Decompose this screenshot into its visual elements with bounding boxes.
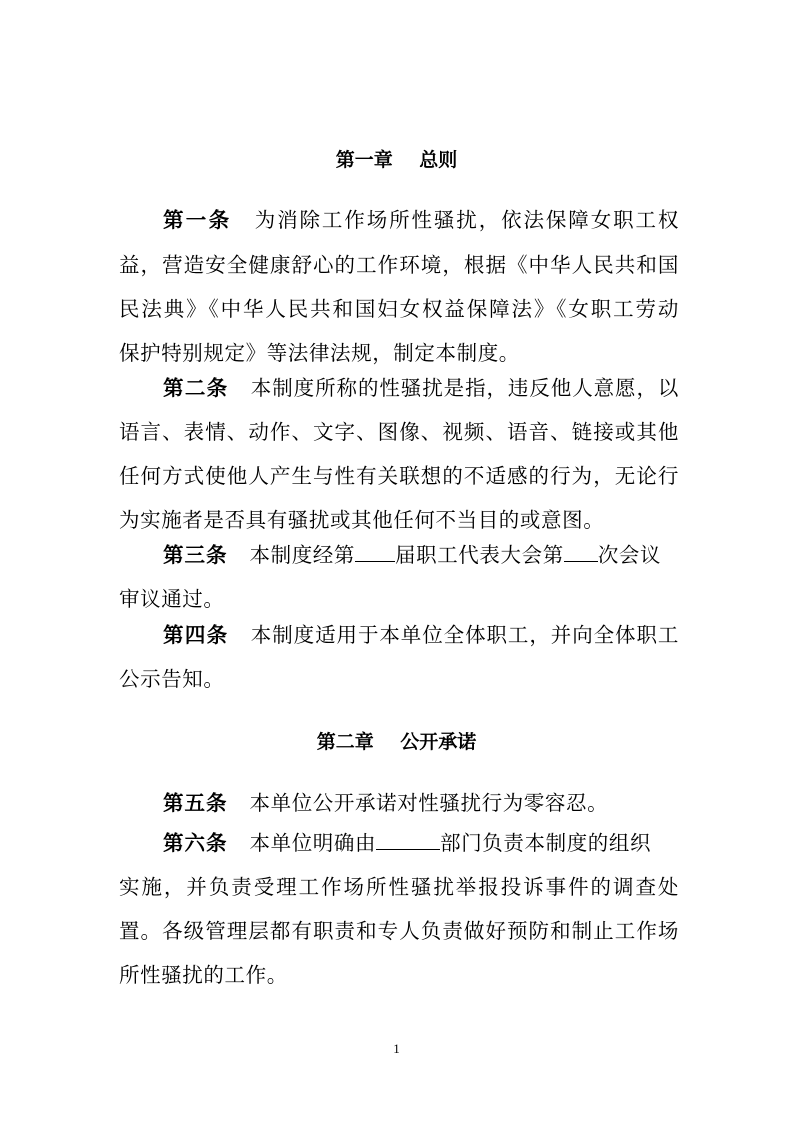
article-5-label: 第五条 (163, 791, 228, 815)
article-3-line-2: 审议通过。 (119, 587, 225, 611)
article-6-line-2: 实施，并负责受理工作场所性骚扰举报投诉事件的调查处 (119, 875, 679, 899)
article-1-line-2: 益，营造安全健康舒心的工作环境，根据《中华人民共和国 (119, 253, 679, 277)
article-2-line-1: 第二条 本制度所称的性骚扰是指，违反他人意愿，以 (163, 376, 680, 400)
article-6-line-1: 第六条 本单位明确由 部门负责本制度的组织 (163, 831, 652, 855)
article-1-label: 第一条 (163, 208, 232, 232)
article-6-line-3: 置。各级管理层都有职责和专人负责做好预防和制止工作场 (119, 919, 679, 943)
article-2-line-3: 任何方式使他人产生与性有关联想的不适感的行为，无论行 (119, 464, 679, 488)
article-1-line-1: 第一条 为消除工作场所性骚扰，依法保障女职工权 (163, 208, 679, 232)
chapter-1-title: 第一章 总则 (335, 149, 458, 171)
article-5-line-1: 第五条 本单位公开承诺对性骚扰行为零容忍。 (163, 791, 609, 815)
chapter-2-title: 第二章 公开承诺 (316, 731, 477, 753)
article-4-line-2: 公示告知。 (119, 667, 225, 691)
article-3-label: 第三条 (163, 543, 228, 567)
article-4-label: 第四条 (163, 623, 229, 647)
article-2-label: 第二条 (163, 376, 229, 400)
article-2-line-2: 语言、表情、动作、文字、图像、视频、语音、链接或其他 (119, 420, 679, 444)
article-6-label: 第六条 (163, 831, 228, 855)
page-number: 1 (393, 1041, 400, 1056)
article-6-line-4: 所性骚扰的工作。 (119, 963, 288, 987)
article-2-line-4: 为实施者是否具有骚扰或其他任何不当目的或意图。 (119, 508, 605, 532)
blank-department[interactable] (376, 831, 440, 850)
blank-session-number[interactable] (355, 543, 395, 562)
article-1-line-4: 保护特别规定》等法律法规，制定本制度。 (119, 341, 520, 365)
article-3-line-1: 第三条 本制度经第 届职工代表大会第 次会议 (163, 543, 662, 567)
article-4-line-1: 第四条 本制度适用于本单位全体职工，并向全体职工 (163, 623, 680, 647)
article-1-line-3: 民法典》《中华人民共和国妇女权益保障法》《女职工劳动 (119, 297, 679, 321)
blank-meeting-number[interactable] (564, 543, 598, 562)
